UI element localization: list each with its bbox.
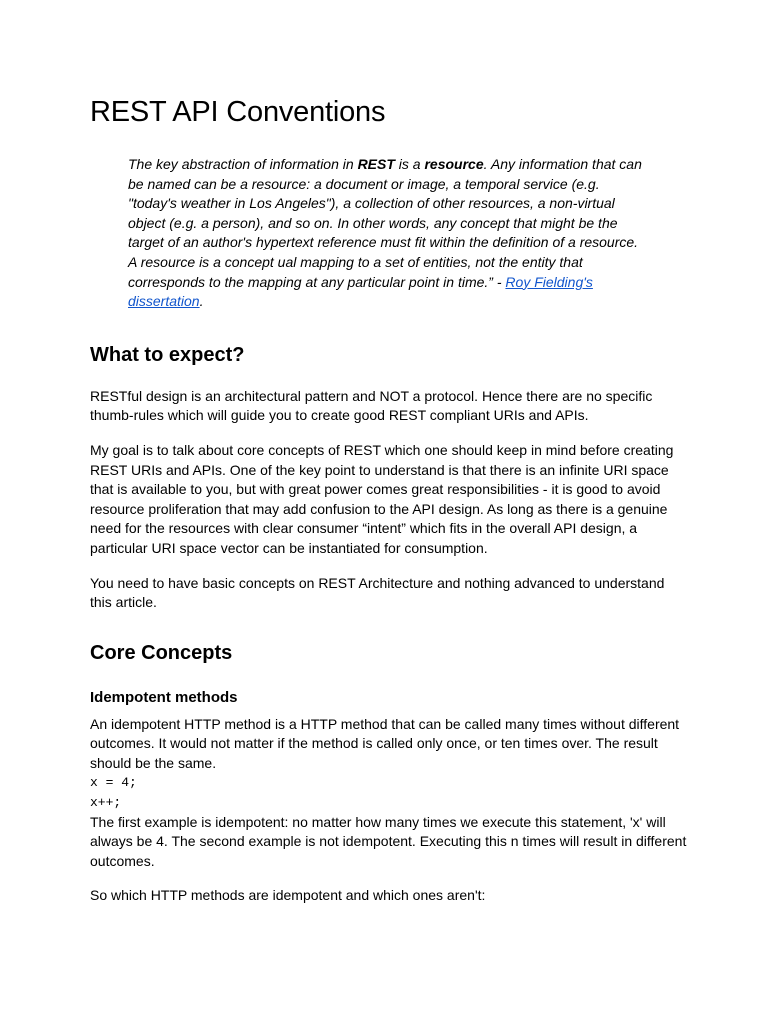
core-concepts-heading: Core Concepts [90, 641, 233, 664]
expect-paragraph-1: RESTful design is an architectural pattern and NOT a protocol. Hence there are no specific thumb-rules which will guide you to create good REST compliant URIs and APIs. [90, 387, 653, 424]
expect-paragraph-3: You need to have basic concepts on REST Architecture and nothing advanced to understand this article. [90, 574, 665, 611]
idempotent-explanation: The first example is idempotent: no matter how many times we execute this statement, 'x' will always be 4. The second example is not idempotent. Executing this n times will result in different outcomes. [90, 813, 687, 869]
quote-text-3: . Any information that can be named can be a resource: a document or image, a temporal service (e.g. "today's weather in Los Angeles"), a collection of other resources, a non-virtual object (e.g. a person), and so on. In other words, any concept that might be the target of an author's hypertext reference must fit within the definition of a resource. A resource is a concept ual mapping to a set of entities, not the entity that corresponds to the mapping at any particular point in time.” - [128, 156, 642, 290]
idempotent-methods-heading: Idempotent methods [90, 688, 238, 706]
idempotent-question: So which HTTP methods are idempotent and which ones aren't: [90, 887, 486, 904]
document-content [90, 93, 690, 906]
page-title: REST API Conventions [90, 96, 386, 128]
code-line-1: x = 4; [90, 775, 137, 791]
expect-paragraph-2: My goal is to talk about core concepts of REST which one should keep in mind before creating REST URIs and APIs. One of the key point to understand is that there is an infinite URI space that is available to you, but with great power comes great responsibilities - it is good to avoid resource proliferation that may add confusion to the API design. As long as there is a genuine need for the resources with clear consumer “intent” which fits in the overall API design, a particular URI space vector can be instantiated for consumption. [90, 441, 674, 556]
quote-end: . [199, 293, 204, 310]
fielding-dissertation-link[interactable]: Roy Fielding's dissertation [128, 273, 593, 310]
quote-text-2: is a [394, 156, 425, 172]
code-line-2: x++; [90, 795, 122, 811]
what-to-expect-heading: What to expect? [90, 343, 245, 366]
quote-text-1: The key abstraction of information in [128, 156, 358, 172]
quote-bold-rest: REST [357, 156, 395, 172]
fielding-quote [128, 155, 648, 312]
quote-bold-resource: resource [424, 156, 484, 172]
idempotent-intro: An idempotent HTTP method is a HTTP method that can be called many times without different outcomes. It would not matter if the method is called only once, or ten times over. The result should be the same. [90, 715, 680, 771]
